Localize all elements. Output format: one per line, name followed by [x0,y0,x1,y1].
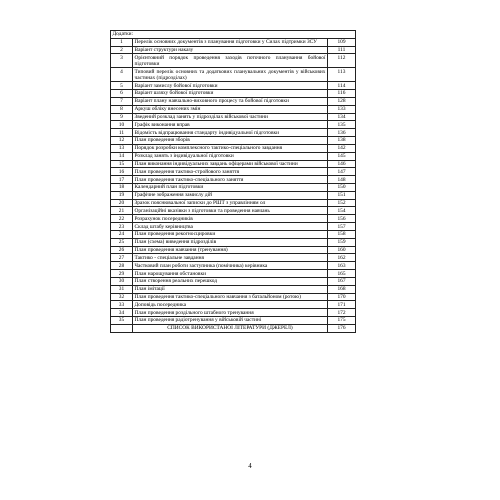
row-number: 12 [111,137,133,145]
table-row [111,168,356,176]
table-row [111,191,356,199]
row-title: Зведений розклад занять у підрозділах військової частини [133,113,328,121]
row-page: 148 [327,176,355,184]
row-title: План проведення тактико-стройового заняття [133,168,328,176]
row-page: 136 [327,129,355,137]
appendix-header: Додатки: [111,31,356,39]
page-number: 4 [248,462,252,470]
row-number: 1 [111,38,133,46]
row-title: Аркуш обліку внесених змін [133,105,328,113]
row-title: Розклад занять з індивідуальної підготовки [133,152,328,160]
row-page: 171 [327,301,355,309]
table-row [111,176,356,184]
table-row [111,309,356,317]
row-page: 145 [327,152,355,160]
row-page: 172 [327,309,355,317]
row-page: 111 [327,46,355,54]
row-title: Порядок розробки комплексного тактико-спеціального завдання [133,144,328,152]
row-number: 28 [111,262,133,270]
row-title: Варіант шляху бойової підготовки [133,90,328,98]
row-number: 2 [111,46,133,54]
row-title: План проведення роздільного штабного тренування [133,309,328,317]
row-number: 34 [111,309,133,317]
row-number: 22 [111,215,133,223]
table-row [111,223,356,231]
row-number: 8 [111,105,133,113]
table-row [111,68,356,82]
table-row [111,54,356,68]
row-number: 25 [111,238,133,246]
row-page: 114 [327,82,355,90]
row-page: 175 [327,317,355,325]
row-title: Склад штабу керівництва [133,223,328,231]
row-number: 6 [111,90,133,98]
table-row [111,293,356,301]
row-number: 27 [111,254,133,262]
row-page: 157 [327,223,355,231]
row-number: 10 [111,121,133,129]
row-title: Організаційні вказівки з підготовки та проведення навчань [133,207,328,215]
table-row [111,230,356,238]
row-page: 147 [327,168,355,176]
row-title: Розрахунок посередників [133,215,328,223]
row-page: 112 [327,54,355,68]
row-number: 30 [111,277,133,285]
row-page: 152 [327,199,355,207]
row-number: 16 [111,168,133,176]
table-row [111,238,356,246]
row-title: План виконання індивідуальних завдань офіцерами військової частини [133,160,328,168]
row-number: 24 [111,230,133,238]
table-row [111,137,356,145]
table-row [111,270,356,278]
row-number: 5 [111,82,133,90]
table-row [111,82,356,90]
row-title: План проведення зборів [133,137,328,145]
row-title: Календарний план підготовки [133,184,328,192]
row-title: План нарощування обстановки [133,270,328,278]
row-title: План створення реальних перешкод [133,277,328,285]
row-title: План проведення тактико-спеціального навчання з батальйоном (ротою) [133,293,328,301]
row-number: 19 [111,191,133,199]
table-row [111,121,356,129]
row-page: 158 [327,230,355,238]
row-page: 176 [327,324,355,332]
row-title: Перелік основних документів з планування підготовки у Силах підтримки ЗСУ [133,38,328,46]
row-page: 165 [327,270,355,278]
row-number: 33 [111,301,133,309]
table-row [111,262,356,270]
row-page: 133 [327,105,355,113]
row-number: 35 [111,317,133,325]
row-number: 15 [111,160,133,168]
row-number: 17 [111,176,133,184]
table-row [111,207,356,215]
table-row [111,199,356,207]
table-row [111,184,356,192]
row-title: План проведення тактико-спеціального заняття [133,176,328,184]
row-page: 113 [327,68,355,82]
row-title: План проведення рекогносцировки [133,230,328,238]
table-row [111,90,356,98]
row-number: 13 [111,144,133,152]
row-title: Відомість відпрацювання стандарту індивідуальної підготовки [133,129,328,137]
table-row [111,160,356,168]
table-row [111,246,356,254]
row-number: 26 [111,246,133,254]
row-page: 160 [327,246,355,254]
row-number: 7 [111,97,133,105]
row-number: 21 [111,207,133,215]
table-row [111,301,356,309]
row-number: 31 [111,285,133,293]
table-row [111,324,356,332]
table-row [111,105,356,113]
row-page: 146 [327,160,355,168]
row-page: 168 [327,285,355,293]
row-page: 156 [327,215,355,223]
row-number: 20 [111,199,133,207]
row-title: Частковий план роботи заступника (помічника) керівника [133,262,328,270]
row-title: Варіант плану навчально-виховного процесу та бойової підготовки [133,97,328,105]
row-title: Орієнтовний порядок проведення заходів поточного планування бойової підготовки [134,54,326,67]
row-title: План імітації [133,285,328,293]
row-title: Типовий перелік основних та додаткових планувальних документів у військових частинах (підрозділах) [134,68,326,81]
row-page: 142 [327,144,355,152]
row-page: 128 [327,97,355,105]
row-number: 4 [111,68,133,82]
row-title: План проведення радіотренування у військовій частині [133,317,328,325]
row-page: 159 [327,238,355,246]
table-row [111,38,356,46]
row-title: Варіант структури наказу [133,46,328,54]
row-page: 109 [327,38,355,46]
row-title: Зразок пояснювальної записки до РШТ з управлінням ол [133,199,328,207]
table-row [111,129,356,137]
table-row [111,144,356,152]
row-number: 32 [111,293,133,301]
row-title: Тактико - спеціальне завдання [133,254,328,262]
table-row [111,152,356,160]
row-page: 134 [327,113,355,121]
row-title: Графічне зображення замислу дій [133,191,328,199]
row-title: СПИСОК ВИКОРИСТАНОЇ ЛІТЕРАТУРИ (ДЖЕРЕЛ) [133,324,328,332]
table-row [111,317,356,325]
table-row [111,97,356,105]
row-number: 29 [111,270,133,278]
row-title: Варіант замислу бойової підготовки [133,82,328,90]
row-number: 23 [111,223,133,231]
row-page: 150 [327,184,355,192]
row-title: План (схема) виведення підрозділів [133,238,328,246]
table-row [111,285,356,293]
row-page: 151 [327,191,355,199]
table-row [111,215,356,223]
row-page: 138 [327,137,355,145]
table-row [111,254,356,262]
table-header-row [111,31,356,39]
row-page: 162 [327,254,355,262]
row-title: Доповідь посередника [133,301,328,309]
table-row [111,113,356,121]
row-page: 170 [327,293,355,301]
row-page: 154 [327,207,355,215]
table-row [111,277,356,285]
row-title: Графік виконання вправ [133,121,328,129]
table-row [111,46,356,54]
row-number: 3 [111,54,133,68]
row-page: 116 [327,90,355,98]
row-number [111,324,133,332]
row-number: 11 [111,129,133,137]
row-page: 163 [327,262,355,270]
row-page: 167 [327,277,355,285]
row-number: 9 [111,113,133,121]
row-page: 135 [327,121,355,129]
appendix-table [110,30,356,333]
row-number: 18 [111,184,133,192]
row-title: План проведення навчання (тренування) [133,246,328,254]
row-number: 14 [111,152,133,160]
